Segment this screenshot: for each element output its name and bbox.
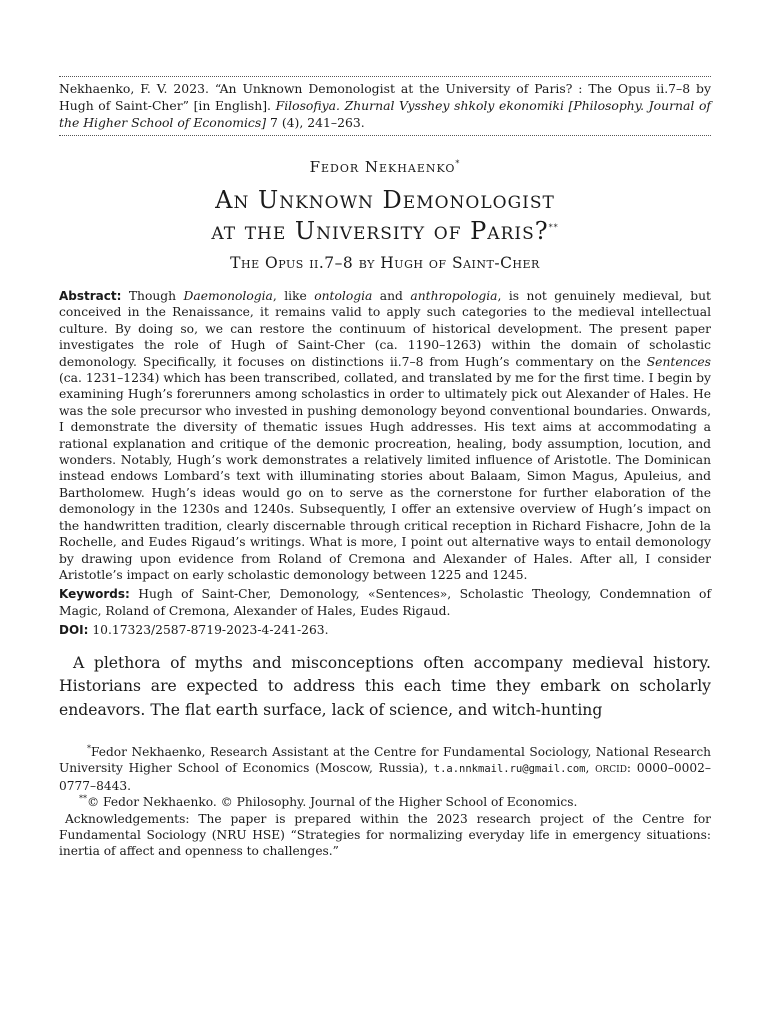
doi-label: DOI: (59, 623, 89, 638)
article-subtitle: The Opus ii.7–8 by Hugh of Saint-Cher (230, 254, 540, 272)
article-title (59, 185, 711, 247)
citation-volume: 7 (4), 241–263. (266, 115, 365, 130)
abstract: Abstract: Though Daemonologia, like ontologia and anthropologia, is not genuinely medieval, but conceived in the Renaissance, it remains valid to apply such categories to the medieval intellectual culture. By doing so, we can restore the continuum of historical development. The present paper investigates the role of Hugh of Saint-Cher (ca. 1190–1263) within the domain of scholastic demonology. Specifically, it focuses on distinctions ii.7–8 from Hugh’s commentary on the Sentences (ca. 1231–1234) which has been transcribed, collated, and translated by me for the first time. I begin by examining Hugh’s forerunners among scholastics in order to ultimately pick out Alexander of Hales. He was the sole precursor who invested in pushing demonology beyond conventional boundaries. Onwards, I demonstrate the diversity of thematic issues Hugh addresses. His text aims at accommodating a rational explanation and critique of the demonic procreation, healing, body assumption, locution, and wonders. Notably, Hugh’s work demonstrates a relatively limited influence of Aristotle. The Dominican instead endows Lombard’s text with illuminating stories about Balaam, Simon Magus, Apuleius, and Bartholomew. Hugh’s ideas would go on to serve as the cornerstone for further elaboration of the demonology in the 1230s and 1240s. Subsequently, I offer an extensive overview of Hugh’s impact on the handwritten tradition, clearly discernable through critical reception in Richard Fishacre, John de la Rochelle, and Eudes Rigaud’s writings. What is more, I point out alternative ways to entail demonology by drawing upon evidence from Roland of Cremona and Alexander of Hales. After all, I consider Aristotle’s impact on early scholastic demonology between 1225 and 1245. (59, 289, 711, 582)
abstract-label: Abstract: (59, 289, 122, 303)
title-footnote-mark: ** (548, 223, 559, 232)
keywords-label: Keywords: (59, 587, 130, 602)
author-name: Fedor Nekhaenko* (309, 158, 461, 176)
keywords (59, 586, 711, 619)
footnotes (59, 744, 711, 860)
footnote-author: *Fedor Nekhaenko, Research Assistant at the Centre for Fundamental Sociology, National Research University Higher School of Economics (Moscow, Russia), t.a.nnkmail.ru@gmail.com, orcid: 0000–0002–0777–8443. (59, 743, 711, 793)
author-footnote-mark: * (455, 159, 461, 168)
doi-value: 10.17323/2587-8719-2023-4-241-263. (88, 623, 329, 638)
author-email: t.a.nnkmail.ru@gmail.com (433, 763, 586, 776)
citation-block (59, 76, 711, 136)
keywords-text: Hugh of Saint-Cher, Demonology, «Sentences», Scholastic Theology, Condemnation of Magic, Roland of Cremona, Alexander of Hales, Eudes Rigaud. (59, 587, 711, 618)
title-line-2: at the University of Paris?** (211, 217, 559, 245)
footnote-copyright: **© Fedor Nekhaenko. © Philosophy. Journal of the Higher School of Economics. (79, 794, 578, 810)
citation-text: Nekhaenko, F. V. 2023. “An Unknown Demonologist at the University of Paris? : The Opus ii.7–8 by Hugh of Saint-Cher” [in English]. (59, 81, 711, 113)
body-paragraph: A plethora of myths and misconceptions often accompany medieval history. Historians are expected to address this each time they embark on scholarly endeavors. The flat earth surface, lack of science, and witch-hunting (59, 653, 711, 719)
title-line-1: An Unknown Demonologist (215, 186, 555, 214)
citation-journal: Filosofiya. Zhurnal Vysshey shkoly ekonomiki [Philosophy. Journal of the Higher School of Economics] (59, 98, 711, 130)
footnote-acknowledgements: Acknowledgements: The paper is prepared within the 2023 research project of the Centre for Fundamental Sociology (NRU HSE) “Strategies for normalizing everyday life in emergency situations: inertia of affect and openness to challenges.” (59, 811, 711, 859)
article-page (59, 0, 711, 860)
doi (59, 622, 711, 638)
author-orcid: orcid: 0000–0002–0777–8443. (59, 761, 711, 793)
